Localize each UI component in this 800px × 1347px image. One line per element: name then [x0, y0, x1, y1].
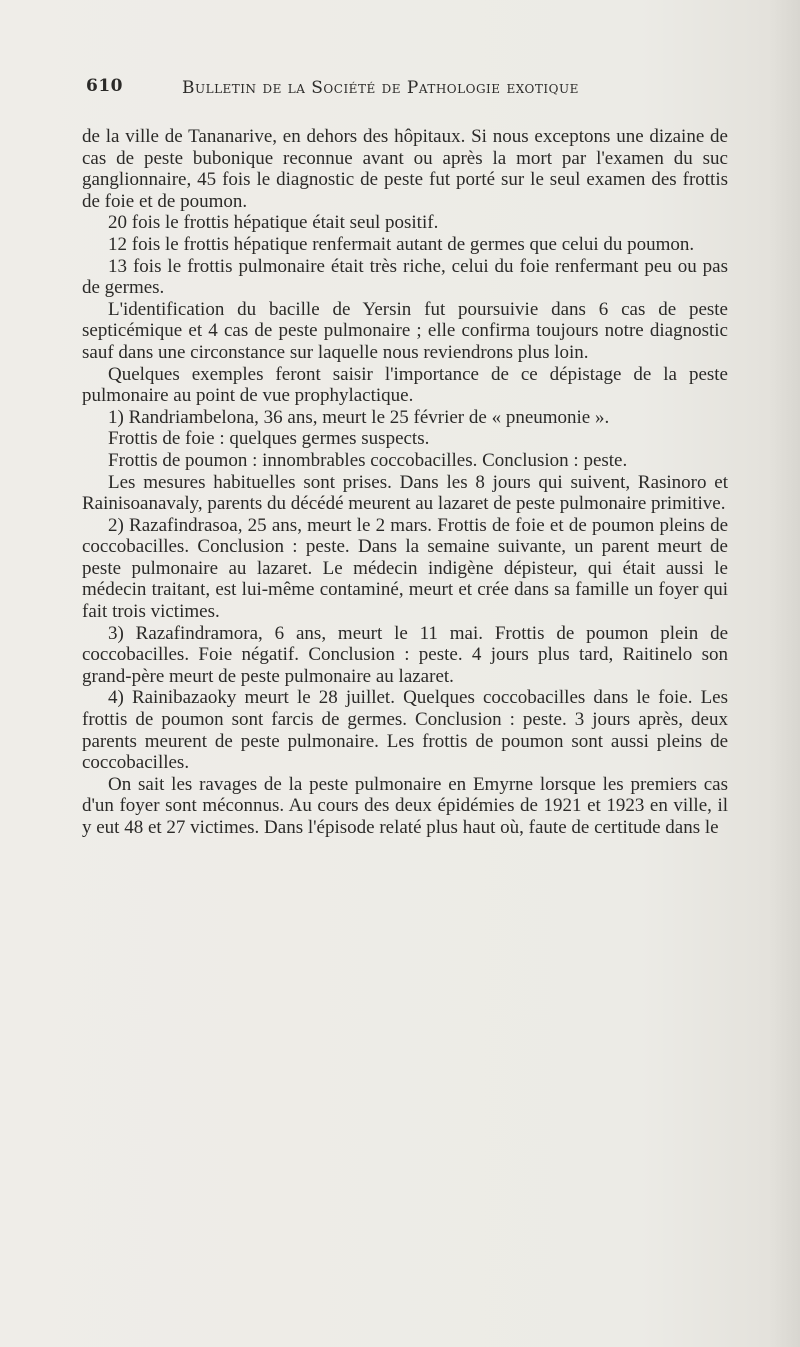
article-body [82, 126, 728, 839]
paragraph: 12 fois le frottis hépatique renfermait autant de germes que celui du poumon. [108, 233, 695, 255]
paragraph: 20 fois le frottis hépatique était seul positif. [108, 212, 439, 234]
case-paragraph: 1) Randriambelona, 36 ans, meurt le 25 février de « pneumonie ». [108, 406, 610, 428]
page-number: 610 [86, 76, 123, 96]
case-paragraph: 2) Razafindrasoa, 25 ans, meurt le 2 mars. Frottis de foie et de poumon pleins de coccobacilles. Conclusion : peste. Dans la semaine suivante, un parent meurt de peste pulmonaire au lazaret. Le médecin indigène dépisteur, qui était aussi le médecin traitant, est lui-même contaminé, meurt et crée dans sa famille un foyer qui fait trois victimes. [82, 514, 728, 623]
paragraph: Frottis de foie : quelques germes suspects. [108, 428, 430, 450]
paragraph: de la ville de Tananarive, en dehors des hôpitaux. Si nous exceptons une dizaine de cas de peste bubonique reconnue avant ou après la mort par l'examen du suc ganglionnaire, 45 fois le diagnostic de peste fut porté sur le seul examen des frottis de foie et de poumon. [82, 126, 728, 212]
paragraph: On sait les ravages de la peste pulmonaire en Emyrne lorsque les premiers cas d'un foyer sont méconnus. Au cours des deux épidémies de 1921 et 1923 en ville, il y eut 48 et 27 victimes. Dans l'épisode relaté plus haut où, faute de certitude dans le [82, 773, 728, 838]
paragraph: L'identification du bacille de Yersin fut poursuivie dans 6 cas de peste septicémique et 4 cas de peste pulmonaire ; elle confirma toujours notre diagnostic sauf dans une circonstance sur laquelle nous reviendrons plus loin. [82, 298, 728, 363]
case-paragraph: 3) Razafindramora, 6 ans, meurt le 11 mai. Frottis de poumon plein de coccobacilles. Foie négatif. Conclusion : peste. 4 jours plus tard, Raitinelo son grand-père meurt de peste pulmonaire au lazaret. [82, 622, 728, 687]
paragraph: Les mesures habituelles sont prises. Dans les 8 jours qui suivent, Rasinoro et Rainisoanavaly, parents du décédé meurent au lazaret de peste pulmonaire primitive. [82, 471, 728, 515]
paragraph: 13 fois le frottis pulmonaire était très riche, celui du foie renfermant peu ou pas de germes. [82, 255, 728, 299]
paragraph: Quelques exemples feront saisir l'importance de ce dépistage de la peste pulmonaire au point de vue prophylactique. [82, 363, 728, 407]
running-title: Bulletin de la Société de Pathologie exotique [182, 78, 579, 98]
case-paragraph: 4) Rainibazaoky meurt le 28 juillet. Quelques coccobacilles dans le foie. Les frottis de poumon sont farcis de germes. Conclusion : peste. 3 jours après, deux parents meurent de peste pulmonaire. Les frottis de poumon sont aussi pleins de coccobacilles. [82, 687, 728, 774]
page-header [86, 76, 646, 106]
paragraph: Frottis de poumon : innombrables coccobacilles. Conclusion : peste. [108, 449, 628, 471]
